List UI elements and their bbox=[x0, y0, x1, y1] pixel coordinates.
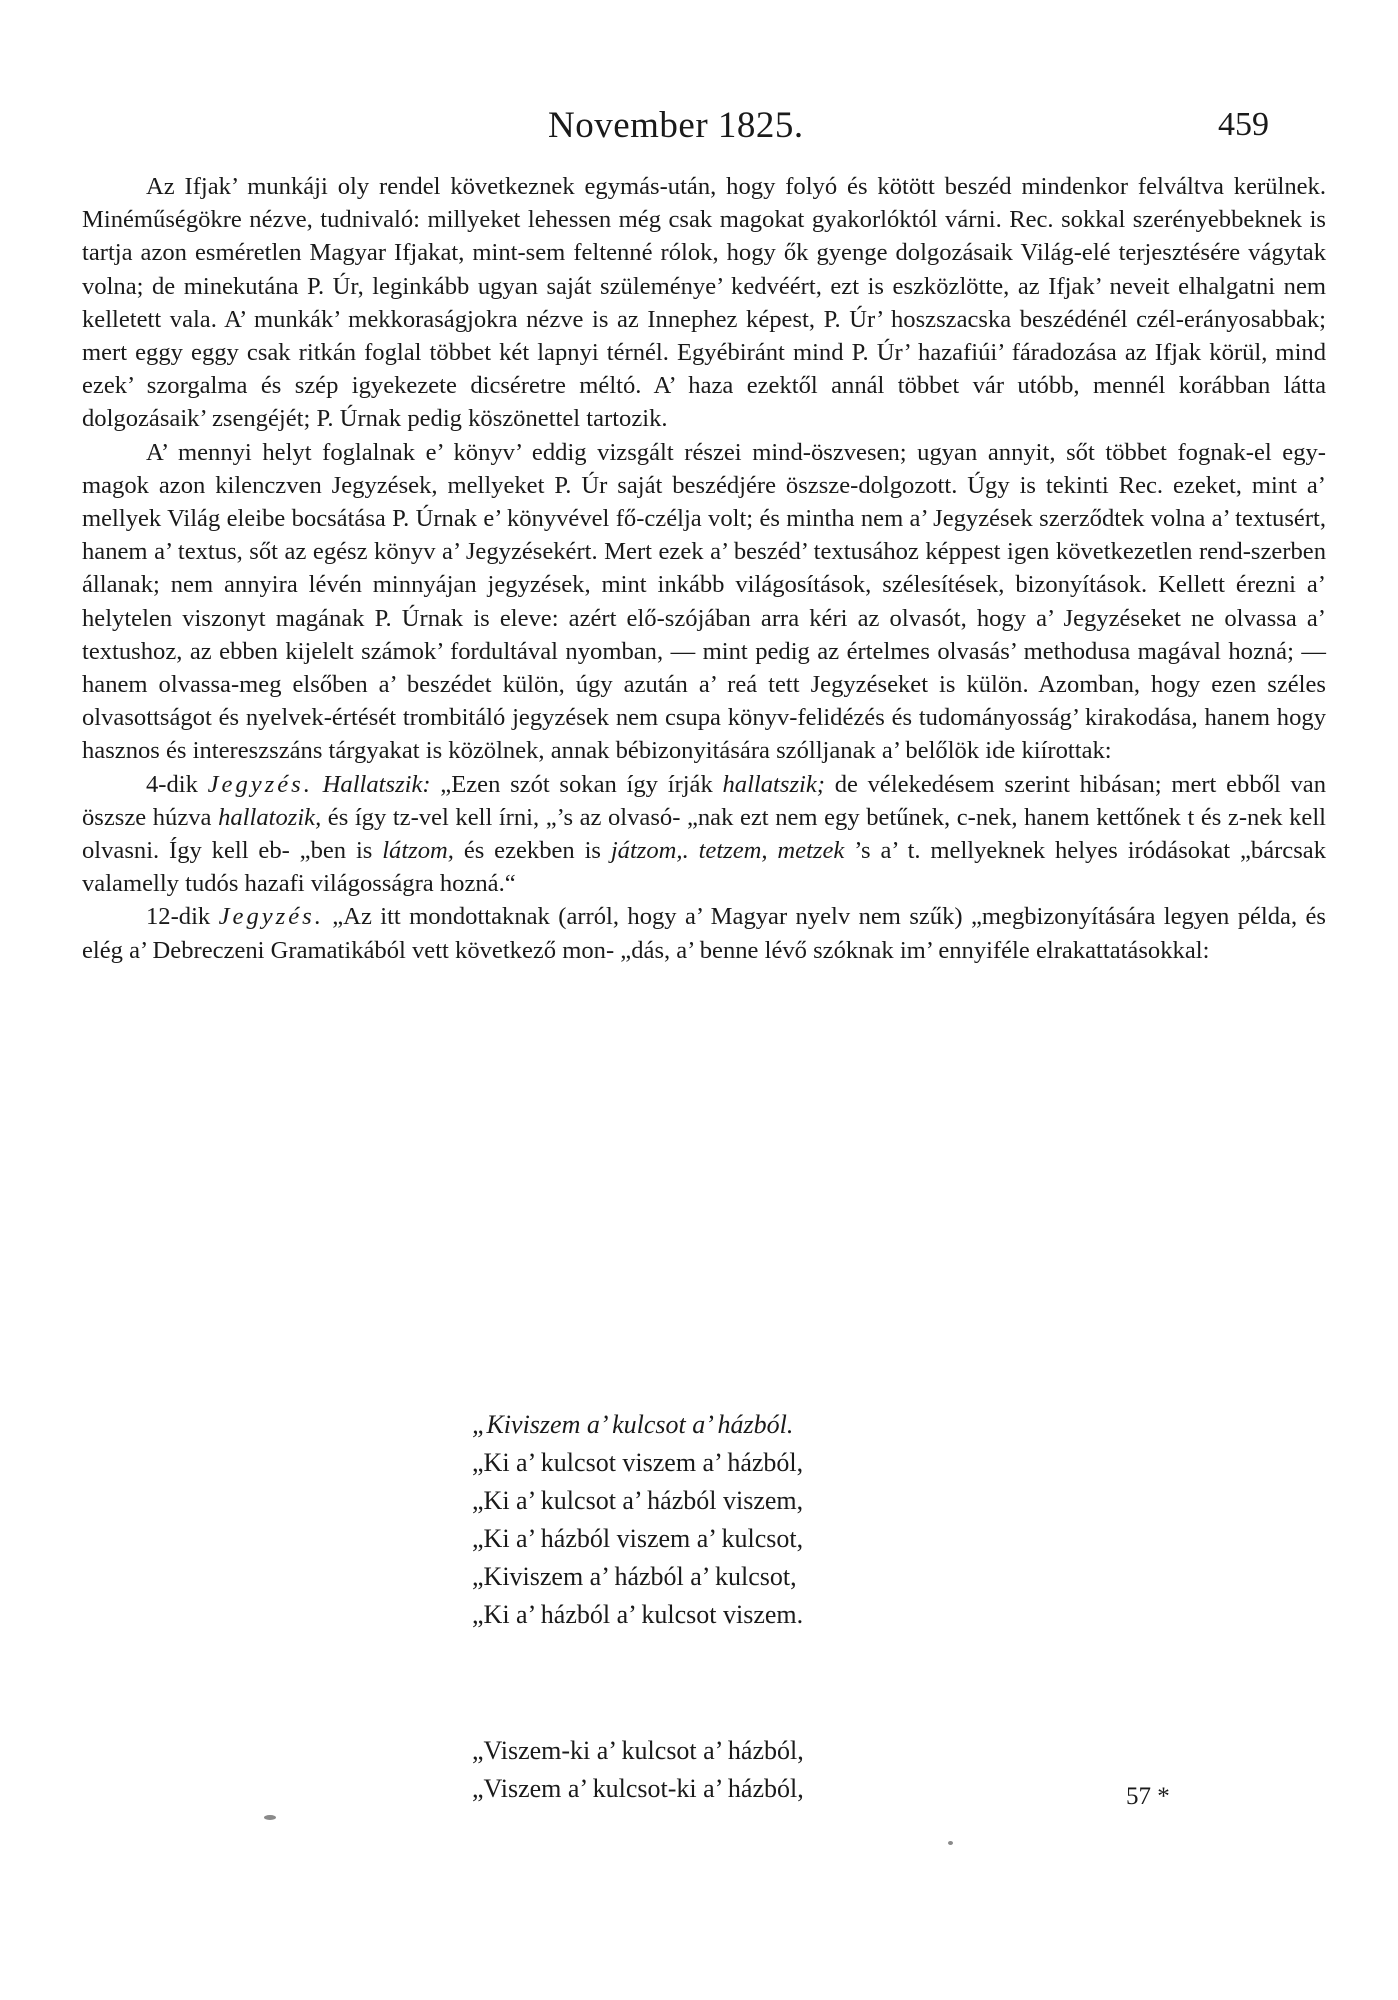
note-label: Jegyzés. bbox=[207, 770, 313, 798]
running-header bbox=[0, 104, 1398, 154]
verse-block-2 bbox=[472, 1732, 804, 1808]
verse-line: „Kiviszem a’ kulcsot a’ házból. bbox=[472, 1410, 794, 1439]
text-run: de vélekedésem szerint hibásan; mert ebből van öszsze húzva bbox=[82, 770, 1326, 831]
signature-mark: 57 * bbox=[1126, 1783, 1170, 1810]
verse-line: „Ki a’ kulcsot viszem a’ házból, bbox=[472, 1448, 804, 1477]
text-run: „Az itt mondottaknak (arról, hogy a’ Magyar nyelv nem szűk) „megbizonyítására legyen példa, és elég a’ Debreczeni Gramatikából vett következő mon- „dás, a’ benne lévő szóknak im’ ennyiféle elrakattatásokkal: bbox=[82, 903, 1326, 964]
verse-line: „Viszem-ki a’ kulcsot a’ házból, bbox=[472, 1736, 804, 1765]
verse-line: „Ki a’ házból a’ kulcsot viszem. bbox=[472, 1600, 804, 1629]
paragraph bbox=[82, 768, 1326, 901]
text-run: „Ezen szót sokan így írják bbox=[430, 770, 723, 798]
page-number: 459 bbox=[1218, 106, 1269, 143]
italic-term: látzom, bbox=[382, 837, 454, 865]
italic-term: hallatszik; bbox=[722, 770, 825, 798]
ink-smudge bbox=[264, 1815, 276, 1820]
verse-block-1 bbox=[472, 1406, 803, 1634]
header-title: November 1825. bbox=[548, 105, 804, 146]
italic-term: hallatozik, bbox=[218, 803, 322, 831]
body-text bbox=[82, 170, 1326, 967]
italic-term: Hallatszik: bbox=[322, 770, 431, 798]
text-run: és ezekben is bbox=[453, 837, 611, 865]
text-run bbox=[313, 771, 323, 798]
text-run: 4-dik bbox=[146, 770, 208, 798]
note-label: Jegyzés. bbox=[218, 903, 324, 931]
text-run: ’s a’ t. mellyeknek helyes iródásokat „bárcsak valamelly tudós hazafi világosságra hozná.“ bbox=[82, 837, 1327, 898]
verse-line: „Kiviszem a’ házból a’ kulcsot, bbox=[472, 1562, 797, 1591]
text-run: 12-dik bbox=[146, 903, 219, 931]
text-run: A’ mennyi helyt foglalnak e’ könyv’ eddig vizsgált részei mind-öszvesen; ugyan annyit, sőt többet fognak-el egy-magok azon kilenczven Jegyzések, mellyeket P. Úr saját beszédjére öszsze-dolgozott. Úgy is tekinti Rec. ezeket, mint a’ mellyek Világ eleibe bocsátása P. Úrnak e’ könyvével fő-czélja volt; és mintha nem a’ Jegyzések szerződtek volna a’ textusért, hanem a’ textus, sőt az egész könyv a’ Jegyzésekért. Mert ezek a’ beszéd’ textusához képpest igen következetlen rend-szerben állanak; nem annyira lévén minnyájan jegyzések, mint inkább világosítások, szélesítések, bizonyítások. Kellett érezni a’ helytelen viszonyt magának P. Úrnak is eleve: azért elő-szójában arra kéri az olvasót, hogy a’ Jegyzéseket ne olvassa a’ textushoz, az ebben kijelelt számok’ fordultával nyomban, — mint pedig az értelmes olvasás’ methodusa magával hozná; — hanem olvassa-meg elsőben a’ beszédet külön, úgy azután a’ reá tett Jegyzéseket is külön. Azomban, hogy ezen széles olvasottságot és nyelvek-értését trombitáló jegyzések nem csupa könyv-felidézés és tudományosság’ kirakodása, hanem hogy hasznos és intereszszáns tárgyakat is közölnek, annak bébizonyitására szólljanak a’ belőlök ide kiírottak: bbox=[82, 438, 1326, 765]
italic-term: játzom,. tetzem, metzek bbox=[610, 837, 845, 865]
text-run: és így tz-vel kell írni, „’s az olvasó- „nak ezt nem egy betűnek, c-nek, hanem kettőnek t és z-nek kell olvasni. Így kell eb- „ben is bbox=[82, 803, 1327, 865]
paragraph bbox=[82, 170, 1326, 436]
verse-line: „Ki a’ kulcsot a’ házból viszem, bbox=[472, 1486, 804, 1515]
verse-line: „Viszem a’ kulcsot-ki a’ házból, bbox=[472, 1774, 804, 1803]
text-run: Az Ifjak’ munkáji oly rendel következnek egymás-után, hogy folyó és kötött beszéd mindenkor felváltva kerülnek. Minéműségökre nézve, tudnivaló: millyeket lehessen még csak magokat gyakorlóktól várni. Rec. sokkal szerényebbeknek is tartja azon esméretlen Magyar Ifjakat, mint-sem feltenné rólok, hogy ők gyenge dolgozásaik Világ-elé terjesztésére vágytak volna; de minekutána P. Úr, leginkább ugyan saját szüleménye’ kedvéért, ezt is eszközlötte, az Ifjak’ neveit elhalgatni nem kelletett vala. A’ munkák’ mekkoraságjokra nézve is az Innephez képest, P. Úr’ hoszszacska beszédénél czél-erányosabbak; mert eggy eggy csak ritkán foglal többet két lapnyi térnél. Egyébiránt mind P. Úr’ hazafiúi’ fáradozása az Ifjak körül, mind ezek’ szorgalma és szép igyekezete dicséretre méltó. A’ haza ezektől annál többet vár utóbb, mennél korábban látta dolgozásaik’ zsengéjét; P. Úrnak pedig köszönettel tartozik. bbox=[82, 173, 1326, 433]
verse-line: „Ki a’ házból viszem a’ kulcsot, bbox=[472, 1524, 804, 1553]
paragraph bbox=[82, 436, 1326, 768]
paragraph bbox=[82, 900, 1326, 966]
ink-smudge bbox=[948, 1841, 953, 1845]
